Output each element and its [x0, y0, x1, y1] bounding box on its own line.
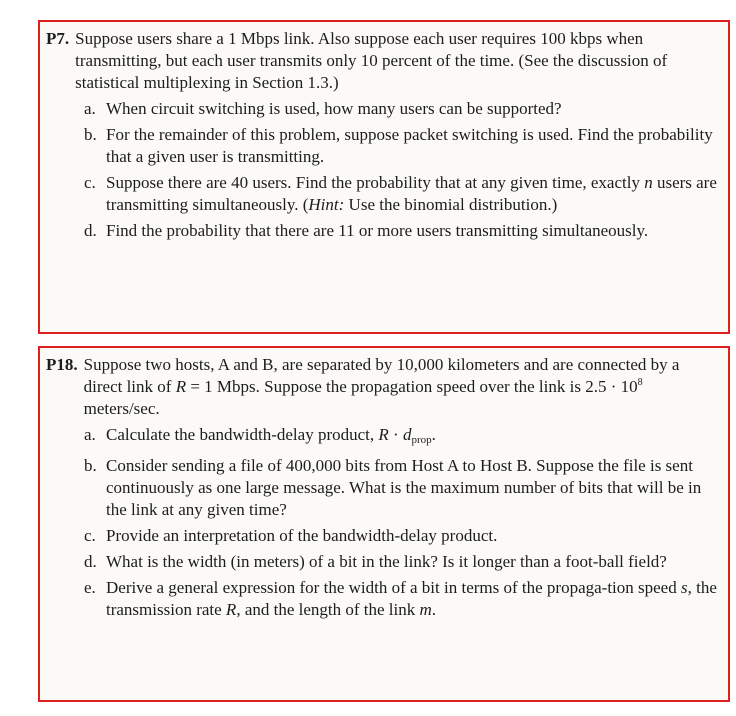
part-label: a.	[84, 425, 96, 444]
part-label: c.	[84, 526, 96, 545]
part-a	[84, 98, 718, 120]
hint-label: Hint:	[308, 195, 345, 214]
text-segment: Calculate the bandwidth-delay product,	[106, 425, 379, 444]
part-label: b.	[84, 125, 97, 144]
text-segment: Suppose there are 40 users. Find the probability that at any given time, exactly	[106, 173, 645, 192]
part-d	[84, 220, 718, 242]
part-text: For the remainder of this problem, suppose packet switching is used. Find the probability that a given user is transmitting.	[106, 125, 713, 166]
part-label: d.	[84, 552, 97, 571]
part-c	[84, 525, 718, 547]
text-segment: meters/sec.	[83, 399, 160, 418]
text-segment: Suppose two hosts, A and B, are separated by 10,000 kilometers and are connected by a direct link of	[83, 355, 680, 396]
exponent: 8	[637, 377, 643, 388]
variable-m: m	[419, 600, 432, 619]
variable-d: d	[402, 425, 412, 444]
problem-p18-header	[46, 354, 718, 420]
part-c	[84, 172, 718, 216]
part-d	[84, 551, 718, 573]
text-segment: ·	[388, 425, 403, 444]
part-label: d.	[84, 221, 97, 240]
part-text: What is the width (in meters) of a bit in the link? Is it longer than a foot-ball field?	[106, 552, 667, 571]
variable-s: s	[680, 578, 688, 597]
text-segment: .	[431, 425, 436, 444]
part-label: c.	[84, 173, 96, 192]
part-e	[84, 577, 718, 621]
part-label: e.	[84, 578, 96, 597]
part-text: Find the probability that there are 11 or more users transmitting simultaneously.	[106, 221, 649, 240]
part-text	[106, 172, 718, 216]
part-text	[106, 424, 718, 451]
problem-number: P18.	[46, 355, 78, 374]
part-label: a.	[84, 99, 96, 118]
variable-r: R	[225, 600, 237, 619]
variable-r: R	[378, 425, 389, 444]
problem-p7-box	[38, 20, 730, 334]
problem-p7-header	[46, 28, 718, 94]
variable-n: n	[644, 173, 653, 192]
part-text	[106, 577, 718, 621]
text-segment: Derive a general expression for the width of a bit in terms of the propaga-tion speed	[106, 578, 681, 597]
text-segment: , the transmission rate	[106, 578, 717, 619]
part-b	[84, 455, 718, 521]
text-segment: , and the length of the link	[236, 600, 420, 619]
part-a	[84, 424, 718, 451]
part-text: When circuit switching is used, how many users can be supported?	[106, 99, 562, 118]
text-segment: users are transmitting simultaneously. (	[106, 173, 717, 214]
text-segment: .	[431, 600, 437, 619]
text-segment: = 1 Mbps. Suppose the propagation speed over the link is 2.5 · 10	[186, 377, 638, 396]
text-segment: Use the binomial distribution.)	[344, 195, 558, 214]
part-text: Provide an interpretation of the bandwidth-delay product.	[106, 526, 498, 545]
problem-p18-box	[38, 346, 730, 702]
problem-number: P7.	[46, 29, 70, 48]
variable-r: R	[175, 377, 187, 396]
problem-statement	[84, 354, 718, 420]
part-b	[84, 124, 718, 168]
problem-statement: Suppose users share a 1 Mbps link. Also suppose each user requires 100 kbps when transmitting, but each user transmits only 10 percent of the time. (See the discussion of statistical multiplexing in Section 1.3.)	[75, 29, 668, 92]
part-label: b.	[84, 456, 97, 475]
subscript-prop: prop	[411, 434, 432, 446]
part-text: Consider sending a file of 400,000 bits from Host A to Host B. Suppose the file is sent continuously as one large message. What is the maximum number of bits that will be in the link at any given time?	[106, 456, 702, 519]
